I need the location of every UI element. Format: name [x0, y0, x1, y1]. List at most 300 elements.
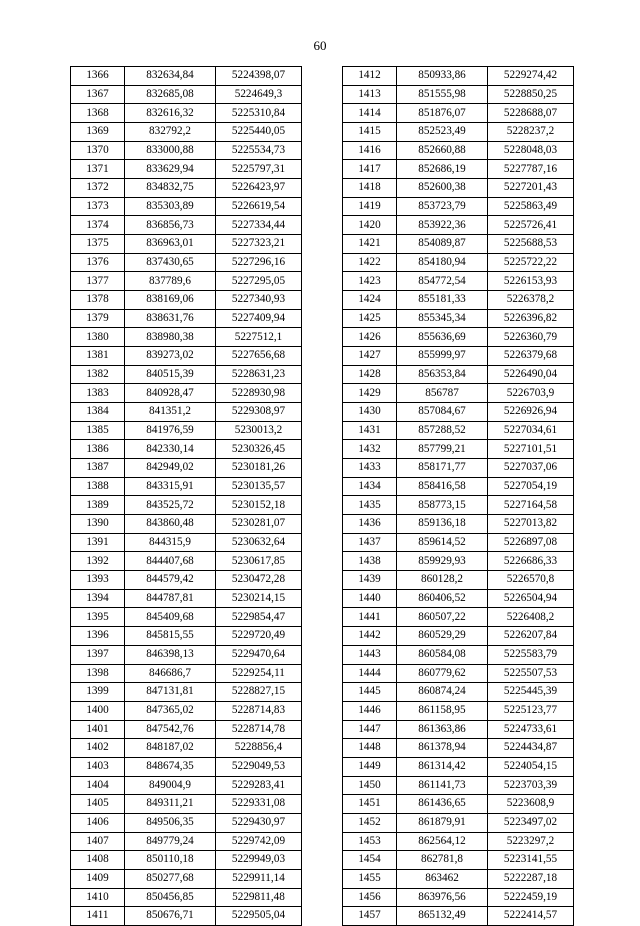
- table-row: [71, 459, 302, 478]
- x-coordinate-cell: 832685,08: [125, 85, 216, 104]
- point-number-cell: 1438: [343, 552, 397, 571]
- point-number-cell: 1395: [71, 608, 125, 627]
- x-coordinate-cell: 850676,71: [125, 907, 216, 926]
- x-coordinate-cell: 853922,36: [397, 216, 488, 235]
- y-coordinate-cell: 5229430,97: [216, 813, 302, 832]
- x-coordinate-cell: 844315,9: [125, 533, 216, 552]
- point-number-cell: 1429: [343, 384, 397, 403]
- table-row: [71, 813, 302, 832]
- y-coordinate-cell: 5229505,04: [216, 907, 302, 926]
- x-coordinate-cell: 859929,93: [397, 552, 488, 571]
- point-number-cell: 1368: [71, 104, 125, 123]
- table-row: [343, 496, 574, 515]
- y-coordinate-cell: 5222287,18: [488, 869, 574, 888]
- x-coordinate-cell: 834832,75: [125, 179, 216, 198]
- point-number-cell: 1389: [71, 496, 125, 515]
- point-number-cell: 1449: [343, 757, 397, 776]
- x-coordinate-cell: 860507,22: [397, 608, 488, 627]
- point-number-cell: 1404: [71, 776, 125, 795]
- y-coordinate-cell: 5228048,03: [488, 141, 574, 160]
- x-coordinate-cell: 862564,12: [397, 832, 488, 851]
- point-number-cell: 1412: [343, 67, 397, 86]
- y-coordinate-cell: 5227054,19: [488, 477, 574, 496]
- point-number-cell: 1436: [343, 515, 397, 534]
- table-row: [343, 813, 574, 832]
- x-coordinate-cell: 840928,47: [125, 384, 216, 403]
- y-coordinate-cell: 5224733,61: [488, 720, 574, 739]
- table-row: [343, 384, 574, 403]
- y-coordinate-cell: 5227034,61: [488, 421, 574, 440]
- y-coordinate-cell: 5222414,57: [488, 907, 574, 926]
- y-coordinate-cell: 5230472,28: [216, 571, 302, 590]
- x-coordinate-cell: 852686,19: [397, 160, 488, 179]
- x-coordinate-cell: 837430,65: [125, 253, 216, 272]
- y-coordinate-cell: 5228714,78: [216, 720, 302, 739]
- x-coordinate-cell: 851876,07: [397, 104, 488, 123]
- point-number-cell: 1440: [343, 589, 397, 608]
- y-coordinate-cell: 5228237,2: [488, 123, 574, 142]
- y-coordinate-cell: 5230617,85: [216, 552, 302, 571]
- table-row: [71, 85, 302, 104]
- table-row: [71, 720, 302, 739]
- y-coordinate-cell: 5224649,3: [216, 85, 302, 104]
- point-number-cell: 1417: [343, 160, 397, 179]
- x-coordinate-cell: 844407,68: [125, 552, 216, 571]
- table-row: [343, 403, 574, 422]
- x-coordinate-cell: 861141,73: [397, 776, 488, 795]
- x-coordinate-cell: 838169,06: [125, 291, 216, 310]
- table-row: [343, 253, 574, 272]
- y-coordinate-cell: 5229949,03: [216, 851, 302, 870]
- table-row: [343, 907, 574, 926]
- table-row: [71, 869, 302, 888]
- point-number-cell: 1431: [343, 421, 397, 440]
- table-row: [343, 328, 574, 347]
- x-coordinate-cell: 854772,54: [397, 272, 488, 291]
- table-row: [343, 645, 574, 664]
- point-number-cell: 1445: [343, 683, 397, 702]
- table-row: [343, 851, 574, 870]
- y-coordinate-cell: 5223297,2: [488, 832, 574, 851]
- y-coordinate-cell: 5225583,79: [488, 645, 574, 664]
- table-row: [343, 795, 574, 814]
- table-row: [343, 309, 574, 328]
- point-number-cell: 1392: [71, 552, 125, 571]
- y-coordinate-cell: 5226703,9: [488, 384, 574, 403]
- x-coordinate-cell: 840515,39: [125, 365, 216, 384]
- table-row: [71, 645, 302, 664]
- point-number-cell: 1406: [71, 813, 125, 832]
- y-coordinate-cell: 5229470,64: [216, 645, 302, 664]
- x-coordinate-cell: 842330,14: [125, 440, 216, 459]
- y-coordinate-cell: 5226153,93: [488, 272, 574, 291]
- table-row: [71, 832, 302, 851]
- point-number-cell: 1379: [71, 309, 125, 328]
- point-number-cell: 1400: [71, 701, 125, 720]
- y-coordinate-cell: 5230632,64: [216, 533, 302, 552]
- point-number-cell: 1397: [71, 645, 125, 664]
- table-row: [343, 589, 574, 608]
- table-row: [343, 608, 574, 627]
- y-coordinate-cell: 5228856,4: [216, 739, 302, 758]
- table-row: [71, 440, 302, 459]
- y-coordinate-cell: 5225507,53: [488, 664, 574, 683]
- table-row: [343, 533, 574, 552]
- table-row: [71, 160, 302, 179]
- table-row: [343, 216, 574, 235]
- x-coordinate-cell: 848674,35: [125, 757, 216, 776]
- x-coordinate-cell: 850456,85: [125, 888, 216, 907]
- point-number-cell: 1425: [343, 309, 397, 328]
- x-coordinate-cell: 847365,02: [125, 701, 216, 720]
- table-row: [343, 664, 574, 683]
- table-row: [343, 888, 574, 907]
- y-coordinate-cell: 5226396,82: [488, 309, 574, 328]
- y-coordinate-cell: 5229720,49: [216, 627, 302, 646]
- point-number-cell: 1446: [343, 701, 397, 720]
- table-row: [343, 477, 574, 496]
- y-coordinate-cell: 5226619,54: [216, 197, 302, 216]
- y-coordinate-cell: 5224054,15: [488, 757, 574, 776]
- table-row: [343, 67, 574, 86]
- table-row: [343, 459, 574, 478]
- y-coordinate-cell: 5225445,39: [488, 683, 574, 702]
- point-number-cell: 1380: [71, 328, 125, 347]
- table-row: [71, 515, 302, 534]
- point-number-cell: 1443: [343, 645, 397, 664]
- x-coordinate-cell: 843525,72: [125, 496, 216, 515]
- table-row: [343, 141, 574, 160]
- y-coordinate-cell: 5228850,25: [488, 85, 574, 104]
- x-coordinate-cell: 850110,18: [125, 851, 216, 870]
- table-row: [71, 608, 302, 627]
- point-number-cell: 1433: [343, 459, 397, 478]
- x-coordinate-cell: 844579,42: [125, 571, 216, 590]
- y-coordinate-cell: 5223497,02: [488, 813, 574, 832]
- point-number-cell: 1381: [71, 347, 125, 366]
- point-number-cell: 1387: [71, 459, 125, 478]
- table-row: [343, 571, 574, 590]
- y-coordinate-cell: 5227296,16: [216, 253, 302, 272]
- point-number-cell: 1441: [343, 608, 397, 627]
- x-coordinate-cell: 836963,01: [125, 235, 216, 254]
- point-number-cell: 1430: [343, 403, 397, 422]
- point-number-cell: 1415: [343, 123, 397, 142]
- point-number-cell: 1386: [71, 440, 125, 459]
- y-coordinate-cell: 5228714,83: [216, 701, 302, 720]
- table-row: [343, 832, 574, 851]
- y-coordinate-cell: 5226897,08: [488, 533, 574, 552]
- table-row: [71, 421, 302, 440]
- table-row: [71, 907, 302, 926]
- x-coordinate-cell: 845409,68: [125, 608, 216, 627]
- point-number-cell: 1451: [343, 795, 397, 814]
- x-coordinate-cell: 865132,49: [397, 907, 488, 926]
- y-coordinate-cell: 5223608,9: [488, 795, 574, 814]
- y-coordinate-cell: 5229049,53: [216, 757, 302, 776]
- point-number-cell: 1384: [71, 403, 125, 422]
- x-coordinate-cell: 849311,21: [125, 795, 216, 814]
- x-coordinate-cell: 832634,84: [125, 67, 216, 86]
- y-coordinate-cell: 5230214,15: [216, 589, 302, 608]
- x-coordinate-cell: 860406,52: [397, 589, 488, 608]
- x-coordinate-cell: 841351,2: [125, 403, 216, 422]
- point-number-cell: 1421: [343, 235, 397, 254]
- y-coordinate-cell: 5229283,41: [216, 776, 302, 795]
- point-number-cell: 1426: [343, 328, 397, 347]
- y-coordinate-cell: 5227512,1: [216, 328, 302, 347]
- x-coordinate-cell: 836856,73: [125, 216, 216, 235]
- table-row: [71, 123, 302, 142]
- point-number-cell: 1437: [343, 533, 397, 552]
- table-row: [71, 141, 302, 160]
- table-row: [343, 179, 574, 198]
- point-number-cell: 1409: [71, 869, 125, 888]
- point-number-cell: 1367: [71, 85, 125, 104]
- point-number-cell: 1444: [343, 664, 397, 683]
- point-number-cell: 1450: [343, 776, 397, 795]
- coordinates-table-right: [342, 66, 574, 926]
- y-coordinate-cell: 5225722,22: [488, 253, 574, 272]
- x-coordinate-cell: 861879,91: [397, 813, 488, 832]
- table-row: [343, 347, 574, 366]
- point-number-cell: 1371: [71, 160, 125, 179]
- point-number-cell: 1376: [71, 253, 125, 272]
- x-coordinate-cell: 849004,9: [125, 776, 216, 795]
- x-coordinate-cell: 846398,13: [125, 645, 216, 664]
- y-coordinate-cell: 5227787,16: [488, 160, 574, 179]
- point-number-cell: 1435: [343, 496, 397, 515]
- point-number-cell: 1374: [71, 216, 125, 235]
- point-number-cell: 1378: [71, 291, 125, 310]
- x-coordinate-cell: 845815,55: [125, 627, 216, 646]
- table-row: [71, 67, 302, 86]
- x-coordinate-cell: 852600,38: [397, 179, 488, 198]
- y-coordinate-cell: 5223703,39: [488, 776, 574, 795]
- table-row: [71, 347, 302, 366]
- x-coordinate-cell: 859614,52: [397, 533, 488, 552]
- x-coordinate-cell: 854180,94: [397, 253, 488, 272]
- x-coordinate-cell: 842949,02: [125, 459, 216, 478]
- point-number-cell: 1366: [71, 67, 125, 86]
- y-coordinate-cell: 5227164,58: [488, 496, 574, 515]
- y-coordinate-cell: 5226379,68: [488, 347, 574, 366]
- point-number-cell: 1410: [71, 888, 125, 907]
- point-number-cell: 1398: [71, 664, 125, 683]
- y-coordinate-cell: 5226926,94: [488, 403, 574, 422]
- y-coordinate-cell: 5230013,2: [216, 421, 302, 440]
- table-row: [343, 683, 574, 702]
- table-row: [343, 291, 574, 310]
- x-coordinate-cell: 856787: [397, 384, 488, 403]
- table-row: [71, 496, 302, 515]
- x-coordinate-cell: 858773,15: [397, 496, 488, 515]
- x-coordinate-cell: 860779,62: [397, 664, 488, 683]
- table-row: [343, 720, 574, 739]
- y-coordinate-cell: 5229742,09: [216, 832, 302, 851]
- table-row: [343, 197, 574, 216]
- point-number-cell: 1394: [71, 589, 125, 608]
- point-number-cell: 1422: [343, 253, 397, 272]
- y-coordinate-cell: 5227013,82: [488, 515, 574, 534]
- table-row: [71, 888, 302, 907]
- x-coordinate-cell: 853723,79: [397, 197, 488, 216]
- table-row: [71, 328, 302, 347]
- point-number-cell: 1377: [71, 272, 125, 291]
- y-coordinate-cell: 5227201,43: [488, 179, 574, 198]
- x-coordinate-cell: 861158,95: [397, 701, 488, 720]
- x-coordinate-cell: 832616,32: [125, 104, 216, 123]
- y-coordinate-cell: 5225688,53: [488, 235, 574, 254]
- point-number-cell: 1434: [343, 477, 397, 496]
- y-coordinate-cell: 5229811,48: [216, 888, 302, 907]
- x-coordinate-cell: 832792,2: [125, 123, 216, 142]
- y-coordinate-cell: 5224398,07: [216, 67, 302, 86]
- x-coordinate-cell: 857799,21: [397, 440, 488, 459]
- point-number-cell: 1455: [343, 869, 397, 888]
- y-coordinate-cell: 5226360,79: [488, 328, 574, 347]
- point-number-cell: 1390: [71, 515, 125, 534]
- y-coordinate-cell: 5229274,42: [488, 67, 574, 86]
- y-coordinate-cell: 5226504,94: [488, 589, 574, 608]
- point-number-cell: 1373: [71, 197, 125, 216]
- x-coordinate-cell: 861436,65: [397, 795, 488, 814]
- table-row: [71, 104, 302, 123]
- y-coordinate-cell: 5224434,87: [488, 739, 574, 758]
- table-row: [71, 253, 302, 272]
- y-coordinate-cell: 5226378,2: [488, 291, 574, 310]
- x-coordinate-cell: 862781,8: [397, 851, 488, 870]
- table-row: [343, 235, 574, 254]
- table-row: [343, 757, 574, 776]
- table-row: [343, 515, 574, 534]
- x-coordinate-cell: 855181,33: [397, 291, 488, 310]
- x-coordinate-cell: 858416,58: [397, 477, 488, 496]
- point-number-cell: 1416: [343, 141, 397, 160]
- x-coordinate-cell: 857288,52: [397, 421, 488, 440]
- point-number-cell: 1418: [343, 179, 397, 198]
- table-row: [71, 272, 302, 291]
- x-coordinate-cell: 855999,97: [397, 347, 488, 366]
- y-coordinate-cell: 5230181,26: [216, 459, 302, 478]
- table-row: [71, 589, 302, 608]
- point-number-cell: 1405: [71, 795, 125, 814]
- point-number-cell: 1388: [71, 477, 125, 496]
- y-coordinate-cell: 5227323,21: [216, 235, 302, 254]
- table-row: [343, 440, 574, 459]
- point-number-cell: 1399: [71, 683, 125, 702]
- table-row: [343, 160, 574, 179]
- y-coordinate-cell: 5227409,94: [216, 309, 302, 328]
- table-row: [71, 477, 302, 496]
- y-coordinate-cell: 5226490,04: [488, 365, 574, 384]
- point-number-cell: 1369: [71, 123, 125, 142]
- x-coordinate-cell: 861378,94: [397, 739, 488, 758]
- x-coordinate-cell: 855636,69: [397, 328, 488, 347]
- point-number-cell: 1423: [343, 272, 397, 291]
- x-coordinate-cell: 860128,2: [397, 571, 488, 590]
- x-coordinate-cell: 861314,42: [397, 757, 488, 776]
- x-coordinate-cell: 863462: [397, 869, 488, 888]
- table-row: [343, 104, 574, 123]
- point-number-cell: 1413: [343, 85, 397, 104]
- y-coordinate-cell: 5223141,55: [488, 851, 574, 870]
- table-row: [71, 683, 302, 702]
- table-row: [71, 664, 302, 683]
- table-row: [343, 365, 574, 384]
- y-coordinate-cell: 5227656,68: [216, 347, 302, 366]
- x-coordinate-cell: 843860,48: [125, 515, 216, 534]
- point-number-cell: 1372: [71, 179, 125, 198]
- page-number: 60: [313, 38, 327, 53]
- point-number-cell: 1396: [71, 627, 125, 646]
- y-coordinate-cell: 5227334,44: [216, 216, 302, 235]
- table-row: [343, 552, 574, 571]
- y-coordinate-cell: 5225310,84: [216, 104, 302, 123]
- y-coordinate-cell: 5225534,73: [216, 141, 302, 160]
- y-coordinate-cell: 5230152,18: [216, 496, 302, 515]
- x-coordinate-cell: 850277,68: [125, 869, 216, 888]
- point-number-cell: 1382: [71, 365, 125, 384]
- table-row: [71, 309, 302, 328]
- y-coordinate-cell: 5227037,06: [488, 459, 574, 478]
- x-coordinate-cell: 847131,81: [125, 683, 216, 702]
- point-number-cell: 1456: [343, 888, 397, 907]
- x-coordinate-cell: 851555,98: [397, 85, 488, 104]
- y-coordinate-cell: 5229254,11: [216, 664, 302, 683]
- y-coordinate-cell: 5229854,47: [216, 608, 302, 627]
- x-coordinate-cell: 854089,87: [397, 235, 488, 254]
- y-coordinate-cell: 5226408,2: [488, 608, 574, 627]
- table-row: [343, 627, 574, 646]
- y-coordinate-cell: 5225726,41: [488, 216, 574, 235]
- y-coordinate-cell: 5227101,51: [488, 440, 574, 459]
- table-row: [343, 272, 574, 291]
- point-number-cell: 1448: [343, 739, 397, 758]
- y-coordinate-cell: 5225440,05: [216, 123, 302, 142]
- y-coordinate-cell: 5226570,8: [488, 571, 574, 590]
- x-coordinate-cell: 844787,81: [125, 589, 216, 608]
- point-number-cell: 1403: [71, 757, 125, 776]
- x-coordinate-cell: 847542,76: [125, 720, 216, 739]
- x-coordinate-cell: 861363,86: [397, 720, 488, 739]
- table-row: [71, 197, 302, 216]
- x-coordinate-cell: 860584,08: [397, 645, 488, 664]
- point-number-cell: 1408: [71, 851, 125, 870]
- point-number-cell: 1452: [343, 813, 397, 832]
- x-coordinate-cell: 852660,88: [397, 141, 488, 160]
- table-row: [71, 291, 302, 310]
- table-row: [343, 123, 574, 142]
- x-coordinate-cell: 850933,86: [397, 67, 488, 86]
- point-number-cell: 1447: [343, 720, 397, 739]
- y-coordinate-cell: 5228930,98: [216, 384, 302, 403]
- point-number-cell: 1411: [71, 907, 125, 926]
- y-coordinate-cell: 5227340,93: [216, 291, 302, 310]
- point-number-cell: 1424: [343, 291, 397, 310]
- y-coordinate-cell: 5226686,33: [488, 552, 574, 571]
- table-row: [71, 216, 302, 235]
- y-coordinate-cell: 5230135,57: [216, 477, 302, 496]
- point-number-cell: 1428: [343, 365, 397, 384]
- x-coordinate-cell: 838631,76: [125, 309, 216, 328]
- y-coordinate-cell: 5225797,31: [216, 160, 302, 179]
- table-row: [71, 701, 302, 720]
- y-coordinate-cell: 5228827,15: [216, 683, 302, 702]
- x-coordinate-cell: 833000,88: [125, 141, 216, 160]
- point-number-cell: 1454: [343, 851, 397, 870]
- point-number-cell: 1414: [343, 104, 397, 123]
